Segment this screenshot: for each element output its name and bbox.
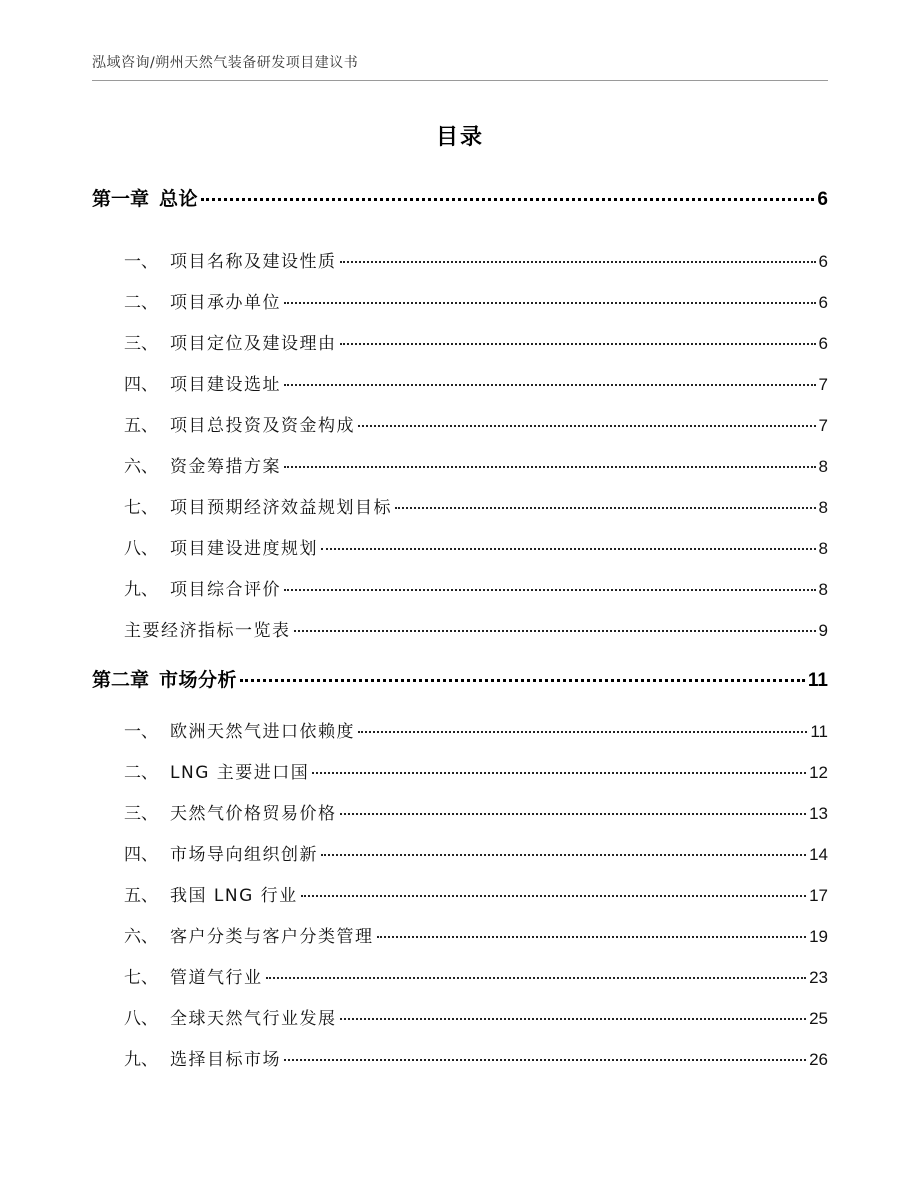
toc-page-number: 8	[818, 457, 828, 476]
toc-entry[interactable]	[124, 922, 828, 947]
toc-entry-title: 项目综合评价	[170, 580, 281, 600]
toc-page-number: 6	[818, 334, 828, 353]
toc-chapter-number: 第一章	[92, 188, 150, 210]
dot-leader	[201, 198, 814, 201]
dot-leader	[284, 466, 816, 468]
toc-entry-title: 项目定位及建设理由	[170, 334, 337, 354]
toc-page-number: 6	[818, 293, 828, 312]
toc-entry-number: 一、	[124, 252, 158, 272]
toc-page-number: 12	[809, 763, 828, 782]
header-divider	[92, 80, 828, 81]
toc-entry-number: 二、	[124, 763, 158, 783]
toc-entry-title: 项目建设进度规划	[170, 539, 318, 559]
toc-page-number: 6	[818, 252, 828, 271]
toc-entry-title: 管道气行业	[170, 968, 263, 988]
toc-chapter-1[interactable]	[92, 184, 828, 211]
toc-entry[interactable]	[124, 411, 828, 436]
toc-page-number: 25	[809, 1009, 828, 1028]
toc-entry-title: 欧洲天然气进口依赖度	[170, 722, 355, 742]
toc-entry-title: 天然气价格贸易价格	[170, 804, 337, 824]
toc-page-number: 8	[818, 539, 828, 558]
toc-page-number: 19	[809, 927, 828, 946]
toc-chapter-title: 市场分析	[159, 669, 238, 691]
toc-entry[interactable]	[124, 247, 828, 272]
toc-entry-number: 六、	[124, 927, 158, 947]
dot-leader	[301, 895, 806, 897]
toc-entry-title: 项目名称及建设性质	[170, 252, 337, 272]
dot-leader	[266, 977, 807, 979]
toc-entry-title: 项目建设选址	[170, 375, 281, 395]
toc-entry[interactable]	[124, 963, 828, 988]
dot-leader	[284, 384, 816, 386]
dot-leader	[395, 507, 816, 509]
toc-page-number: 17	[809, 886, 828, 905]
toc-entry-title: 选择目标市场	[170, 1050, 281, 1070]
toc-entry-title: LNG 主要进口国	[170, 763, 310, 783]
dot-leader	[284, 589, 816, 591]
dot-leader	[294, 630, 816, 632]
dot-leader	[312, 772, 806, 774]
toc-page-number: 7	[818, 375, 828, 394]
dot-leader	[321, 854, 806, 856]
toc-entry[interactable]	[124, 329, 828, 354]
toc-page-number: 11	[810, 722, 828, 741]
dot-leader	[240, 679, 805, 682]
toc-page-number: 14	[809, 845, 828, 864]
running-header: 泓域咨询/朔州天然气装备研发项目建议书	[92, 55, 359, 71]
toc-entry[interactable]	[124, 1004, 828, 1029]
toc-entry-title: 全球天然气行业发展	[170, 1009, 337, 1029]
toc-entry[interactable]	[124, 534, 828, 559]
toc-chapter-title: 总论	[159, 188, 199, 210]
toc-page-number: 26	[809, 1050, 828, 1069]
toc-page-number: 13	[809, 804, 828, 823]
toc-entry[interactable]	[124, 799, 828, 824]
toc-entry-number: 二、	[124, 293, 158, 313]
toc-entry-number: 三、	[124, 334, 158, 354]
dot-leader	[340, 813, 807, 815]
dot-leader	[284, 1059, 806, 1061]
toc-entry-number: 八、	[124, 539, 158, 559]
toc-entry-title: 市场导向组织创新	[170, 845, 318, 865]
dot-leader	[321, 548, 816, 550]
dot-leader	[340, 261, 816, 263]
toc-entry-number: 五、	[124, 886, 158, 906]
dot-leader	[358, 425, 816, 427]
dot-leader	[377, 936, 807, 938]
toc-entry-number: 六、	[124, 457, 158, 477]
toc-entry[interactable]	[124, 616, 828, 641]
toc-entry[interactable]	[124, 452, 828, 477]
toc-entry[interactable]	[124, 575, 828, 600]
toc-entry-number: 七、	[124, 968, 158, 988]
toc-entry-title: 资金筹措方案	[170, 457, 281, 477]
dot-leader	[358, 731, 807, 733]
dot-leader	[284, 302, 816, 304]
toc-entry[interactable]	[124, 758, 828, 783]
toc-entry-title: 项目总投资及资金构成	[170, 416, 355, 436]
toc-page-number: 23	[809, 968, 828, 987]
toc-title: 目录	[435, 125, 484, 150]
toc-chapter-number: 第二章	[92, 669, 150, 691]
toc-page-number: 6	[817, 189, 828, 210]
toc-entry-number: 一、	[124, 722, 158, 742]
toc-entry[interactable]	[124, 1045, 828, 1070]
dot-leader	[340, 343, 816, 345]
toc-page-number: 7	[818, 416, 828, 435]
toc-entry-number: 九、	[124, 580, 158, 600]
toc-page-number: 9	[818, 621, 828, 640]
toc-entry-number: 四、	[124, 845, 158, 865]
toc-entry-number: 五、	[124, 416, 158, 436]
toc-entry-title: 项目承办单位	[170, 293, 281, 313]
toc-entry[interactable]	[124, 840, 828, 865]
toc-entry-title: 我国 LNG 行业	[170, 886, 298, 906]
toc-entry-number: 七、	[124, 498, 158, 518]
toc-page-number: 11	[807, 670, 828, 691]
toc-entry-number: 四、	[124, 375, 158, 395]
toc-entry-number: 八、	[124, 1009, 158, 1029]
toc-entry[interactable]	[124, 881, 828, 906]
dot-leader	[340, 1018, 807, 1020]
toc-page-number: 8	[818, 580, 828, 599]
toc-entry-title: 客户分类与客户分类管理	[170, 927, 374, 947]
toc-entry-number: 三、	[124, 804, 158, 824]
toc-entry-title: 主要经济指标一览表	[124, 621, 291, 641]
toc-entry[interactable]	[124, 493, 828, 518]
toc-entry[interactable]	[124, 288, 828, 313]
toc-entry[interactable]	[124, 370, 828, 395]
toc-entry-title: 项目预期经济效益规划目标	[170, 498, 392, 518]
toc-chapter-2[interactable]	[92, 665, 828, 692]
toc-page-number: 8	[818, 498, 828, 517]
toc-entry[interactable]	[124, 717, 828, 742]
toc-entry-number: 九、	[124, 1050, 158, 1070]
